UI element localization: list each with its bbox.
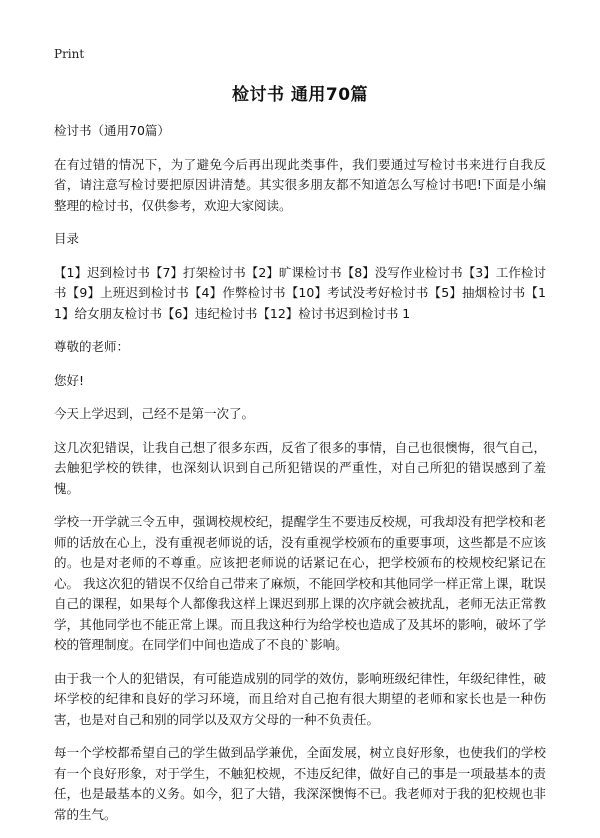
body-paragraph: 由于我一个人的犯错误，有可能造成别的同学的效仿，影响班级纪律性，年级纪律性，破坏学校的纪律和良好的学习环境，而且给对自己抱有很大期望的老师和家长也是一种伤害，也是对自己和别的同学以及双方父母的一种不负责任。 (54, 670, 546, 727)
greeting: 您好! (54, 372, 85, 388)
document-subtitle: 检讨书（通用70篇） (54, 123, 170, 138)
document-body (54, 121, 546, 838)
body-paragraph: 学校一开学就三令五申，强调校规校纪，提醒学生不要违反校规，可我却没有把学校和老师的话放在心上，没有重视老师说的话，没有重视学校颁布的重要事项，这些都是不应该的。也是对老师的不尊重。应该把老师说的话紧记在心，把学校颁布的校规校纪紧记在心。 我这次犯的错误不仅给自己带来了麻烦，不能回学校和其他同学一样正常上课，耽误自己的课程，如果每个人都像我这样上课迟到那上课的次序就会被扰乱，老师无法正常教学，其他同学也不能正常上课。而且我这种行为给学校也造成了及其坏的影响，破坏了学校的管理制度。在同学们中间也造成了不良的`影响。 (54, 514, 546, 652)
body-paragraph: 每一个学校都希望自己的学生做到品学兼优，全面发展，树立良好形象，也使我们的学校有一个良好形象，对于学生，不触犯校规，不违反纪律，做好自己的事是一项最基本的责任，也是最基本的义务。如今，犯了大错，我深深懊悔不已。我老师对于我的犯校规也非常的生气。 (54, 745, 546, 822)
page-title: 检讨书 通用70篇 (231, 85, 369, 105)
toc-list: 【1】迟到检讨书【7】打架检讨书【2】旷课检讨书【8】没写作业检讨书【3】工作检讨书【9】上班迟到检讨书【4】作弊检讨书【10】考试没考好检讨书【5】抽烟检讨书【11】给女朋友检讨书【6】违纪检讨书【12】检讨书迟到检讨书 1 (54, 264, 546, 321)
intro-paragraph: 在有过错的情况下，为了避免今后再出现此类事件，我们要通过写检讨书来进行自我反省，请注意写检讨要把原因讲清楚。其实很多朋友都不知道怎么写检讨书吧!下面是小编整理的检讨书，仅供参考，欢迎大家阅读。 (54, 156, 546, 213)
print-link[interactable]: Print (54, 47, 85, 61)
salutation: 尊敬的老师： (54, 339, 130, 354)
body-paragraph: 这几次犯错误，让我自己想了很多东西，反省了很多的事情，自己也很懊悔，很气自己，去触犯学校的铁律，也深刻认识到自己所犯错误的严重性，对自己所犯的错误感到了羞愧。 (54, 439, 546, 496)
toc-heading: 目录 (54, 231, 80, 246)
body-paragraph: 今天上学迟到，己经不是第一次了。 (54, 406, 255, 421)
